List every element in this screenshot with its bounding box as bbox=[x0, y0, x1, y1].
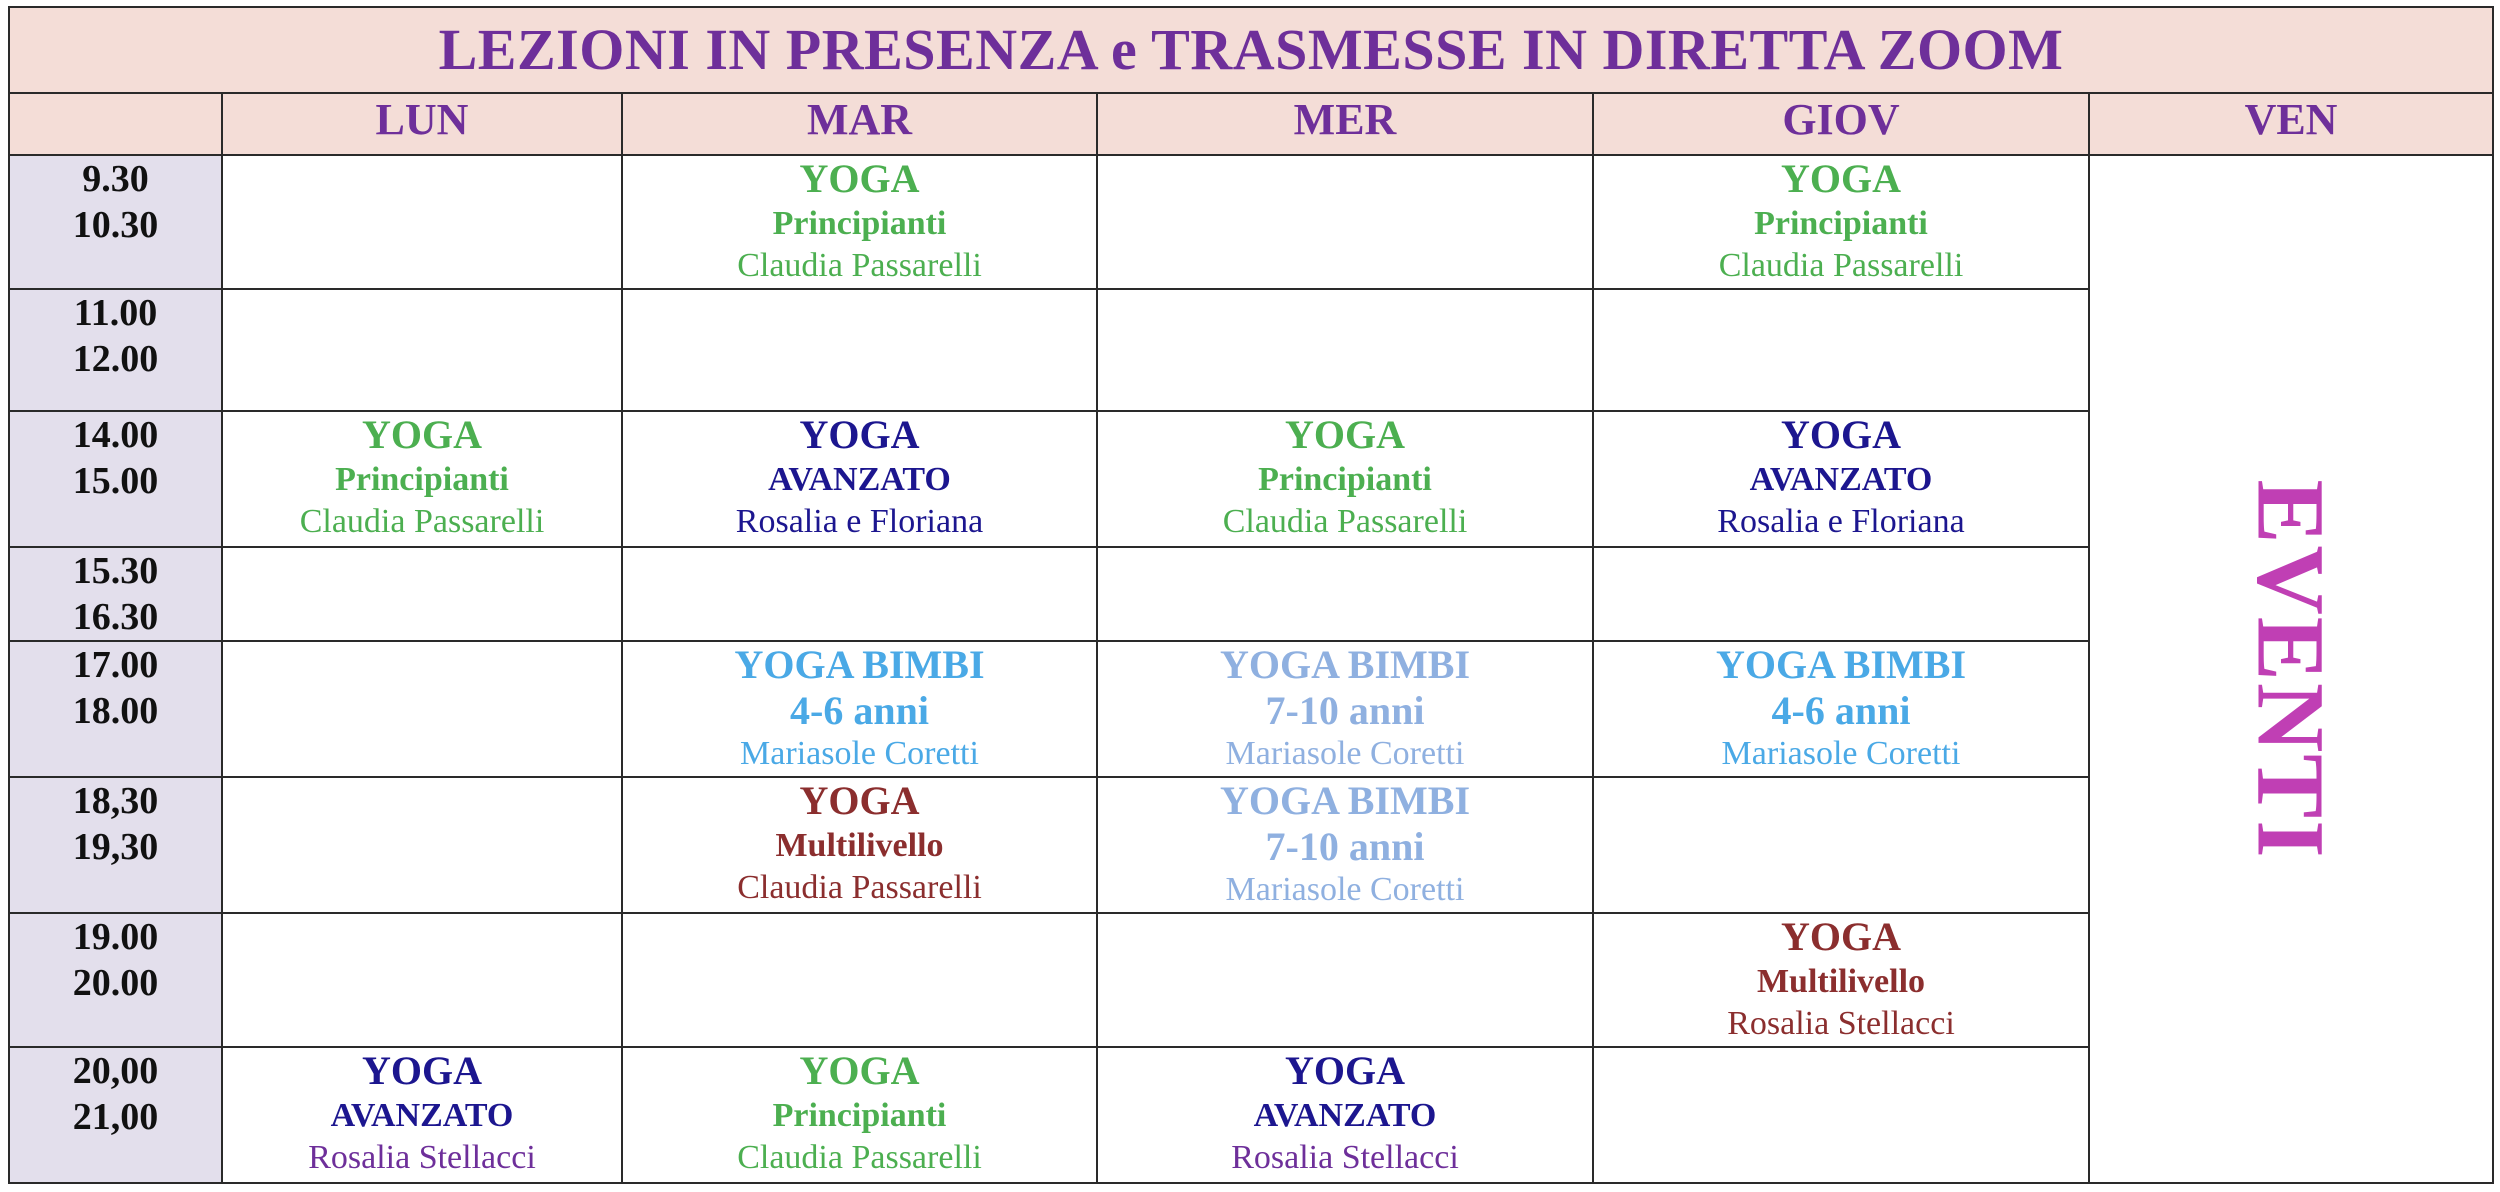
lesson-title: YOGA bbox=[1781, 914, 1901, 959]
time-slot bbox=[9, 411, 222, 547]
time-start: 15.30 bbox=[72, 550, 159, 592]
lesson-cell bbox=[222, 411, 622, 547]
lesson-title: YOGA bbox=[1781, 412, 1901, 457]
lesson-age: 7-10 anni bbox=[1265, 824, 1425, 869]
lesson-cell bbox=[622, 641, 1097, 777]
lesson-cell bbox=[622, 777, 1097, 913]
lesson-cell-empty bbox=[222, 155, 622, 289]
lesson-cell bbox=[1593, 155, 2089, 289]
lesson-cell-empty bbox=[222, 641, 622, 777]
lesson-title: YOGA bbox=[1285, 412, 1405, 457]
time-end: 20.00 bbox=[72, 962, 159, 1004]
time-end: 19,30 bbox=[72, 826, 159, 868]
corner-cell bbox=[9, 93, 222, 155]
time-slot bbox=[9, 641, 222, 777]
schedule-sheet bbox=[8, 6, 2492, 1184]
lesson-cell bbox=[1097, 411, 1593, 547]
lesson-level: Principianti bbox=[1258, 461, 1432, 498]
lesson-teacher: Rosalia e Floriana bbox=[1717, 503, 1965, 540]
time-row bbox=[9, 155, 2493, 289]
lesson-cell-empty bbox=[1097, 155, 1593, 289]
lesson-title: YOGA bbox=[799, 1048, 920, 1093]
lesson-level: Multilivello bbox=[1756, 963, 1926, 1000]
lesson-cell bbox=[1593, 641, 2089, 777]
lesson-teacher: Claudia Passarelli bbox=[299, 503, 545, 540]
time-end: 21,00 bbox=[72, 1096, 159, 1138]
day-header-mar: MAR bbox=[622, 93, 1097, 155]
lesson-title: YOGA BIMBI bbox=[1715, 642, 1967, 687]
day-header-mer: MER bbox=[1097, 93, 1593, 155]
lesson-cell bbox=[622, 411, 1097, 547]
day-header-row bbox=[9, 93, 2493, 155]
lesson-cell bbox=[622, 155, 1097, 289]
lesson-level: AVANZATO bbox=[768, 461, 951, 498]
lesson-teacher: Rosalia Stellacci bbox=[1727, 1005, 1955, 1042]
lesson-title: YOGA bbox=[799, 156, 920, 201]
time-slot bbox=[9, 547, 222, 641]
day-header-giov: GIOV bbox=[1593, 93, 2089, 155]
lesson-cell-empty bbox=[222, 547, 622, 641]
time-end: 15.00 bbox=[72, 460, 159, 502]
lesson-teacher: Claudia Passarelli bbox=[737, 247, 982, 284]
lesson-level: Multilivello bbox=[775, 827, 944, 864]
day-header-ven: VEN bbox=[2089, 93, 2493, 155]
time-start: 11.00 bbox=[73, 292, 158, 334]
lesson-teacher: Claudia Passarelli bbox=[1222, 503, 1468, 540]
page-title: LEZIONI IN PRESENZA e TRASMESSE IN DIRETTA ZOOM bbox=[438, 17, 2064, 82]
lesson-title: YOGA bbox=[362, 412, 482, 457]
time-start: 20,00 bbox=[72, 1050, 159, 1092]
title-cell bbox=[9, 7, 2493, 93]
lesson-cell bbox=[1593, 411, 2089, 547]
lesson-title: YOGA BIMBI bbox=[1219, 778, 1471, 823]
time-start: 19.00 bbox=[72, 916, 159, 958]
events-cell bbox=[2089, 155, 2493, 1183]
lesson-cell-empty bbox=[1593, 547, 2089, 641]
time-slot bbox=[9, 913, 222, 1047]
lesson-title: YOGA bbox=[1285, 1048, 1405, 1093]
time-start: 17.00 bbox=[72, 644, 159, 686]
time-end: 10.30 bbox=[72, 204, 159, 246]
lesson-level: AVANZATO bbox=[330, 1097, 514, 1134]
lesson-teacher: Mariasole Coretti bbox=[1721, 735, 1961, 772]
lesson-cell bbox=[222, 1047, 622, 1183]
lesson-cell-empty bbox=[622, 913, 1097, 1047]
lesson-cell-empty bbox=[222, 777, 622, 913]
lesson-title: YOGA bbox=[1781, 156, 1901, 201]
lesson-teacher: Rosalia Stellacci bbox=[1231, 1139, 1459, 1176]
lesson-teacher: Mariasole Coretti bbox=[1225, 871, 1465, 908]
lesson-level: AVANZATO bbox=[1253, 1097, 1437, 1134]
lesson-cell-empty bbox=[1593, 289, 2089, 411]
lesson-teacher: Claudia Passarelli bbox=[737, 1139, 982, 1176]
time-slot bbox=[9, 155, 222, 289]
lesson-level: Principianti bbox=[772, 1097, 947, 1134]
lesson-title: YOGA bbox=[799, 412, 920, 457]
events-label: EVENTI bbox=[2237, 478, 2345, 860]
schedule-table bbox=[8, 6, 2494, 1184]
lesson-cell bbox=[1097, 777, 1593, 913]
lesson-title: YOGA BIMBI bbox=[734, 642, 985, 687]
lesson-cell bbox=[1097, 1047, 1593, 1183]
lesson-cell-empty bbox=[1593, 777, 2089, 913]
lesson-level: Principianti bbox=[772, 205, 947, 242]
time-end: 16.30 bbox=[72, 596, 159, 638]
lesson-title: YOGA bbox=[799, 778, 920, 823]
lesson-cell-empty bbox=[622, 547, 1097, 641]
lesson-title: YOGA BIMBI bbox=[1219, 642, 1471, 687]
lesson-cell-empty bbox=[222, 913, 622, 1047]
time-end: 12.00 bbox=[72, 338, 159, 380]
day-header-lun: LUN bbox=[222, 93, 622, 155]
lesson-teacher: Rosalia Stellacci bbox=[308, 1139, 536, 1176]
time-slot bbox=[9, 1047, 222, 1183]
lesson-level: Principianti bbox=[1754, 205, 1928, 242]
time-end: 18.00 bbox=[72, 690, 159, 732]
lesson-cell-empty bbox=[1097, 289, 1593, 411]
lesson-teacher: Claudia Passarelli bbox=[1718, 247, 1964, 284]
time-slot bbox=[9, 289, 222, 411]
lesson-age: 4-6 anni bbox=[1771, 688, 1911, 733]
lesson-level: AVANZATO bbox=[1749, 461, 1933, 498]
lesson-age: 4-6 anni bbox=[790, 688, 929, 733]
lesson-level: Principianti bbox=[335, 461, 509, 498]
lesson-teacher: Claudia Passarelli bbox=[737, 869, 982, 906]
lesson-cell-empty bbox=[222, 289, 622, 411]
lesson-teacher: Mariasole Coretti bbox=[740, 735, 979, 772]
time-start: 14.00 bbox=[72, 414, 159, 456]
lesson-cell-empty bbox=[1097, 913, 1593, 1047]
lesson-cell bbox=[1593, 913, 2089, 1047]
lesson-age: 7-10 anni bbox=[1265, 688, 1425, 733]
lesson-cell-empty bbox=[622, 289, 1097, 411]
time-start: 9.30 bbox=[82, 158, 149, 200]
lesson-teacher: Rosalia e Floriana bbox=[735, 503, 984, 540]
lesson-title: YOGA bbox=[362, 1048, 482, 1093]
lesson-cell bbox=[1097, 641, 1593, 777]
lesson-cell bbox=[622, 1047, 1097, 1183]
lesson-teacher: Mariasole Coretti bbox=[1225, 735, 1465, 772]
lesson-cell-empty bbox=[1593, 1047, 2089, 1183]
time-start: 18,30 bbox=[72, 780, 159, 822]
time-slot bbox=[9, 777, 222, 913]
lesson-cell-empty bbox=[1097, 547, 1593, 641]
